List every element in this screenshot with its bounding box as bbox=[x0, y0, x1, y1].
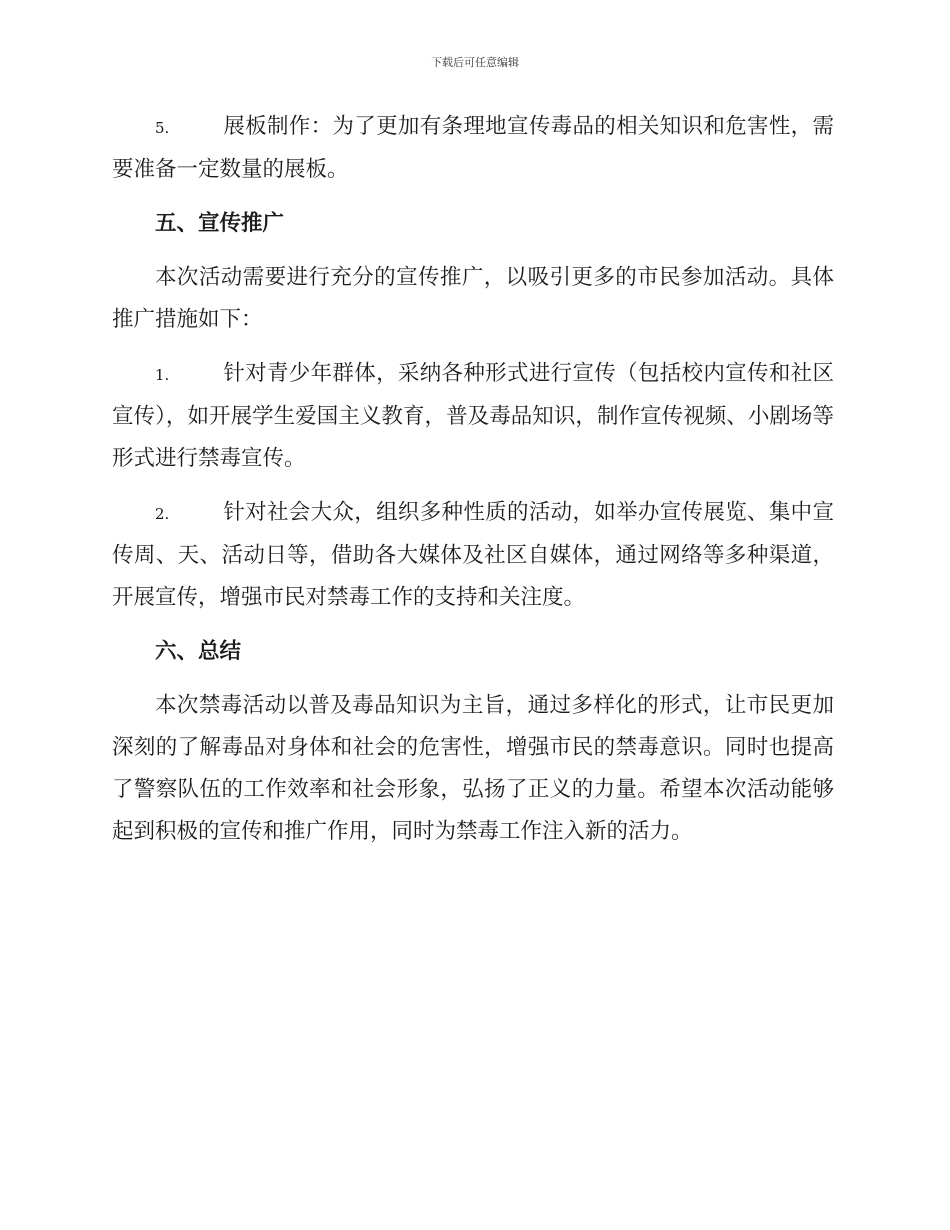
paragraph-summary: 本次禁毒活动以普及毒品知识为主旨，通过多样化的形式，让市民更加深刻的了解毒品对身体和社会的危害性，增强市民的禁毒意识。同时也提高了警察队伍的工作效率和社会形象，弘扬了正义的力量。希望本次活动能够起到积极的宣传和推广作用，同时为禁毒工作注入新的活力。 bbox=[112, 693, 834, 844]
list-item-text: 针对社会大众，组织多种性质的活动，如举办宣传展览、集中宣传周、天、活动日等，借助各大媒体及社区自媒体，通过网络等多种渠道，开展宣传，增强市民对禁毒工作的支持和关注度。 bbox=[112, 500, 834, 610]
list-item-5 bbox=[112, 106, 834, 191]
list-number: 2. bbox=[155, 505, 170, 523]
list-item-2 bbox=[112, 492, 834, 619]
list-item-1 bbox=[112, 353, 834, 480]
list-item-text: 针对青少年群体，采纳各种形式进行宣传（包括校内宣传和社区宣传），如开展学生爱国主义教育，普及毒品知识，制作宣传视频、小剧场等形式进行禁毒宣传。 bbox=[112, 361, 834, 471]
section-heading-summary: 六、总结 bbox=[155, 639, 242, 664]
document-body bbox=[112, 106, 834, 853]
page-header: 下载后可任意编辑 bbox=[431, 56, 519, 69]
list-item-text: 展板制作：为了更加有条理地宣传毒品的相关知识和危害性，需要准备一定数量的展板。 bbox=[112, 114, 834, 182]
list-number: 5. bbox=[155, 119, 170, 137]
paragraph-promotion-intro: 本次活动需要进行充分的宣传推广，以吸引更多的市民参加活动。具体推广措施如下： bbox=[112, 265, 834, 332]
list-number: 1. bbox=[155, 366, 170, 384]
section-heading-promotion: 五、宣传推广 bbox=[155, 211, 285, 236]
